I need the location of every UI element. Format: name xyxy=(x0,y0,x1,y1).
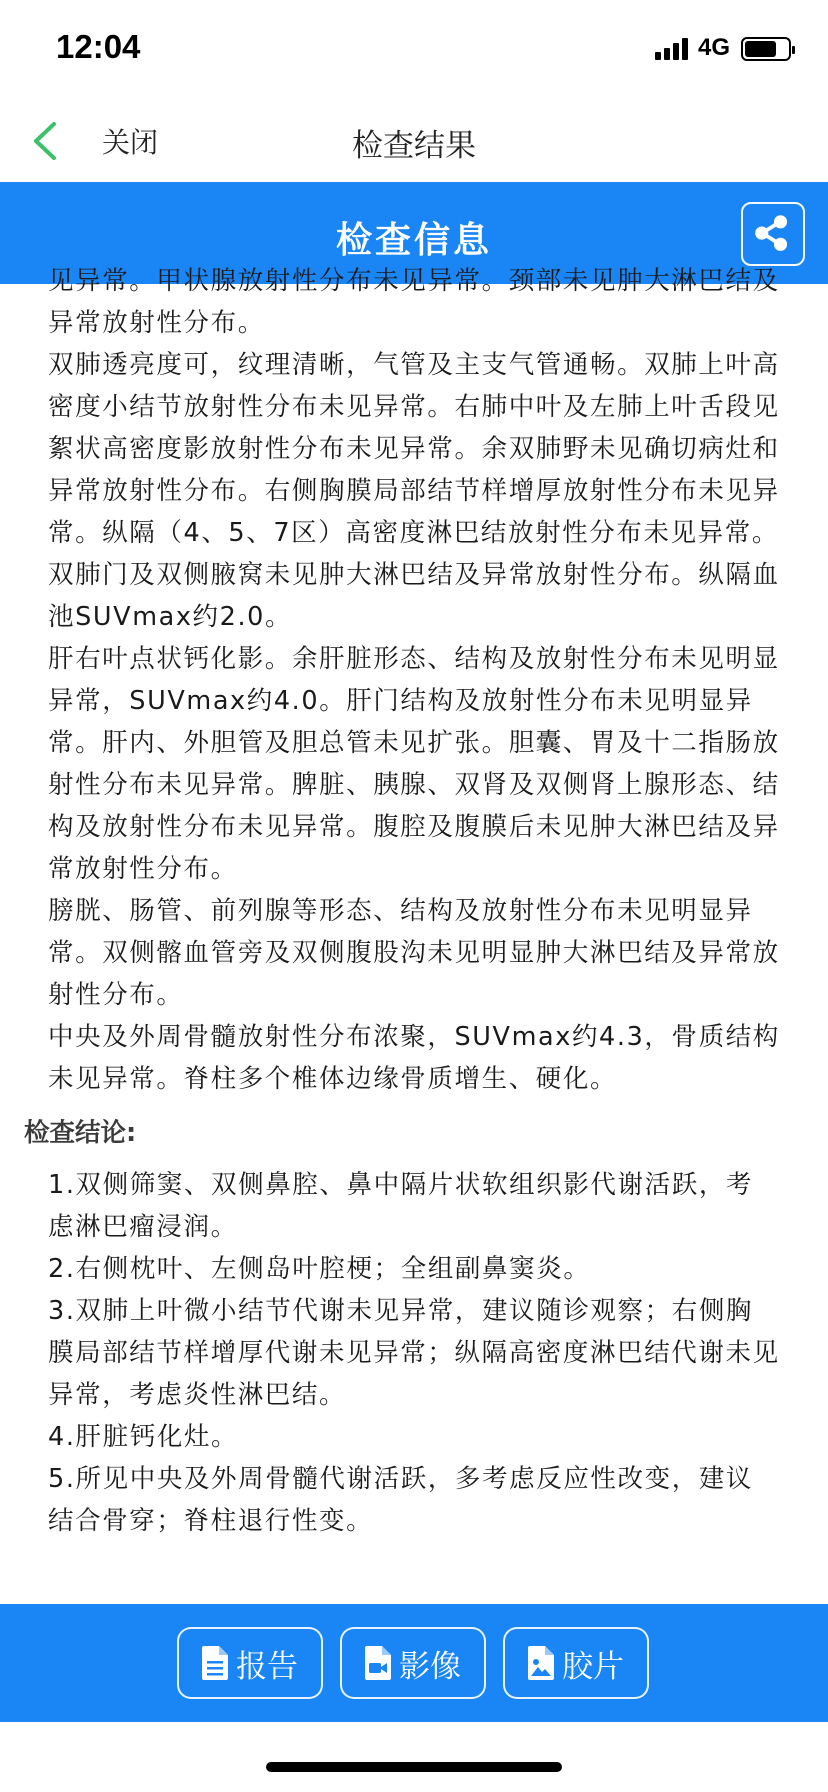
page-title: 检查结果 xyxy=(352,128,476,164)
image-button[interactable] xyxy=(340,1627,486,1699)
battery-icon xyxy=(741,37,791,61)
home-indicator xyxy=(266,1762,562,1772)
findings-paragraph: 肝右叶点状钙化影。余肝脏形态、结构及放射性分布未见明显异常，SUVmax约4.0。肝门结构及放射性分布未见明显异常。肝内、外胆管及胆总管未见扩张。胆囊、胃及十二指肠放射性分布未见异常。脾脏、胰腺、双肾及双侧肾上腺形态、结构及放射性分布未见异常。腹腔及腹膜后未见肿大淋巴结及异常放射性分布。 xyxy=(48,644,780,884)
conclusion-item: 3.双肺上叶微小结节代谢未见异常，建议随诊观察；右侧胸膜局部结节样增厚代谢未见异常；纵隔高密度淋巴结代谢未见异常，考虑炎性淋巴结。 xyxy=(48,1296,780,1410)
status-bar xyxy=(0,0,828,100)
findings-paragraph: 双肺透亮度可，纹理清晰，气管及主支气管通畅。双肺上叶高密度小结节放射性分布未见异常。右肺中叶及左肺上叶舌段见絮状高密度影放射性分布未见异常。余双肺野未见确切病灶和异常放射性分布。右侧胸膜局部结节样增厚放射性分布未见异常。纵隔（4、5、7区）高密度淋巴结放射性分布未见异常。双肺门及双侧腋窝未见肿大淋巴结及异常放射性分布。纵隔血池SUVmax约2.0。 xyxy=(48,350,780,632)
status-time: 12:04 xyxy=(56,28,141,65)
findings-paragraph: 见异常。甲状腺放射性分布未见异常。颈部未见肿大淋巴结及异常放射性分布。 xyxy=(48,266,780,338)
report-content[interactable] xyxy=(0,266,828,1604)
conclusion-item: 2.右侧枕叶、左侧岛叶腔梗；全组副鼻窦炎。 xyxy=(48,1254,591,1284)
film-button[interactable] xyxy=(503,1627,649,1699)
image-button-label: 影像 xyxy=(399,1648,461,1685)
conclusion-item: 5.所见中央及外周骨髓代谢活跃，多考虑反应性改变，建议结合骨穿；脊柱退行性变。 xyxy=(48,1464,754,1536)
banner-title: 检查信息 xyxy=(335,220,492,261)
network-type: 4G xyxy=(698,34,731,61)
share-icon xyxy=(743,204,803,264)
signal-icon xyxy=(655,38,689,60)
video-file-icon xyxy=(365,1646,391,1680)
close-button[interactable]: 关闭 xyxy=(102,126,159,159)
film-button-label: 胶片 xyxy=(562,1648,624,1685)
conclusion-item: 4.肝脏钙化灶。 xyxy=(48,1422,239,1452)
conclusion-item: 1.双侧筛窦、双侧鼻腔、鼻中隔片状软组织影代谢活跃，考虑淋巴瘤浸润。 xyxy=(48,1170,754,1242)
bottom-toolbar xyxy=(0,1604,828,1722)
nav-bar xyxy=(0,100,828,182)
report-button[interactable] xyxy=(177,1627,323,1699)
report-button-label: 报告 xyxy=(236,1648,298,1685)
conclusion-heading: 检查结论: xyxy=(24,1118,137,1148)
findings-paragraph: 膀胱、肠管、前列腺等形态、结构及放射性分布未见明显异常。双侧髂血管旁及双侧腹股沟未见明显肿大淋巴结及异常放射性分布。 xyxy=(48,896,780,1010)
findings-paragraph: 中央及外周骨髓放射性分布浓聚，SUVmax约4.3，骨质结构未见异常。脊柱多个椎体边缘骨质增生、硬化。 xyxy=(48,1022,780,1094)
image-file-icon xyxy=(528,1646,554,1680)
document-icon xyxy=(202,1646,228,1680)
share-button[interactable] xyxy=(741,202,805,266)
chevron-left-icon[interactable] xyxy=(26,118,66,164)
